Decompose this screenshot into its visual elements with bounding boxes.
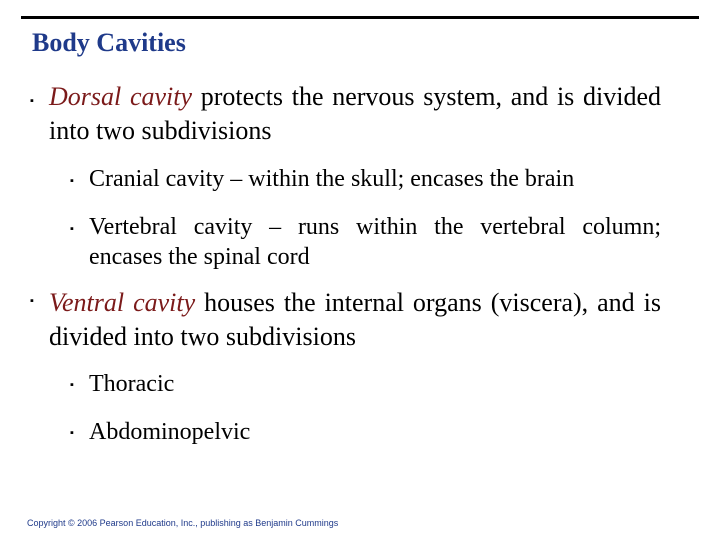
term-dorsal-cavity: Dorsal cavity <box>49 82 193 111</box>
bullet-dorsal-text: protects the nervous system, and is divided into two subdivisions <box>49 82 661 145</box>
square-bullet-icon: ▪ <box>70 379 74 391</box>
square-bullet-icon: ▪ <box>70 223 74 235</box>
sub-bullet-thoracic: Thoracic <box>89 371 175 397</box>
term-ventral-cavity: Ventral cavity <box>49 288 196 317</box>
square-bullet-icon: ▪ <box>70 427 74 439</box>
square-bullet-icon: ▪ <box>30 95 34 107</box>
copyright-footer: Copyright © 2006 Pearson Education, Inc., publishing as Benjamin Cummings <box>27 518 339 528</box>
square-bullet-icon: ▪ <box>30 295 34 307</box>
sub-bullet-vertebral: Vertebral cavity – runs within the vertebral column; encases the spinal cord <box>89 214 661 270</box>
bullet-ventral-text: houses the internal organs (viscera), and is divided into two subdivisions <box>49 288 661 351</box>
square-bullet-icon: ▪ <box>70 175 74 187</box>
bullet-dorsal-cavity <box>49 80 661 148</box>
slide-title: Body Cavities <box>32 28 186 57</box>
sub-bullet-abdominopelvic: Abdominopelvic <box>89 419 251 445</box>
top-rule <box>21 16 699 19</box>
sub-bullet-cranial: Cranial cavity – within the skull; encases the brain <box>89 166 575 192</box>
bullet-ventral-cavity <box>49 286 661 354</box>
